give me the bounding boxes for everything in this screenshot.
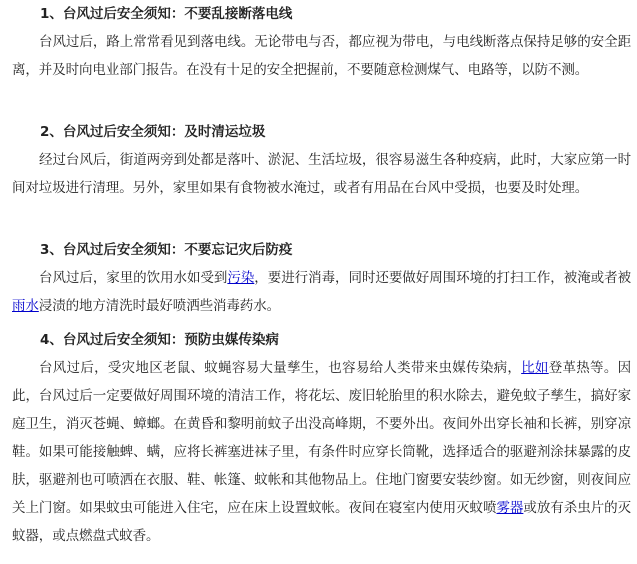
- paragraph-text: 或放有杀虫片的灭蚊器，或点燃盘式蚊香。: [12, 500, 631, 544]
- section-paragraph: 台风过后，路上常常看见到落电线。无论带电与否，都应视为带电，与电线断落点保持足够的安全距离，并及时向电业部门报告。在没有十足的安全把握前，不要随意检测煤气、电路等，以防不测。: [12, 34, 631, 78]
- section-heading: 1、台风过后安全须知：不要乱接断落电线: [40, 6, 293, 22]
- section-paragraph: 经过台风后，街道两旁到处都是落叶、淤泥、生活垃圾，很容易滋生各种疫病，此时，大家应第一时间对垃圾进行清理。另外，家里如果有食物被水淹过，或者有用品在台风中受损，也要及时处理。: [12, 152, 631, 196]
- section-heading: 2、台风过后安全须知：及时清运垃圾: [40, 124, 266, 140]
- section-paragraph: [0, 264, 637, 320]
- section-heading: 4、台风过后安全须知：预防虫媒传染病: [40, 332, 279, 348]
- paragraph-text: ，要进行消毒，同时还要做好周围环境的打扫工作，被淹或者被: [254, 270, 631, 286]
- paragraph-text: 登革热等。因此，台风过后一定要做好周围环境的清洁工作，将花坛、废旧轮胎里的积水除去，避免蚊子孳生，搞好家庭卫生，消灭苍蝇、蟑螂。在黄昏和黎明前蚊子出没高峰期，不要外出。夜间外出穿长袖和长裤，别穿凉鞋。如果可能接触蜱、螨，应将长裤塞进袜子里，有条件时应穿长筒靴，选择适合的驱避剂涂抹暴露的皮肤，驱避剂也可喷洒在衣服、鞋、帐篷、蚊帐和其他物品上。住地门窗要安装纱窗。如无纱窗，则夜间应关上门窗。如果蚊虫可能进入住宅，应在床上设置蚊帐。夜间在寝室内使用灭蚊喷: [12, 360, 631, 516]
- link-for-example[interactable]: 比如: [521, 360, 549, 376]
- section-4: [0, 326, 637, 550]
- paragraph-text: 浸渍的地方清洗时最好喷洒些消毒药水。: [38, 298, 281, 314]
- section-2: [0, 118, 637, 202]
- link-rainwater[interactable]: 雨水: [12, 298, 39, 314]
- paragraph-text: 台风过后，受灾地区老鼠、蚊蝇容易大量孳生，也容易给人类带来虫媒传染病，: [39, 360, 522, 376]
- section-3: [0, 236, 637, 320]
- section-1: [0, 0, 637, 84]
- section-heading: 3、台风过后安全须知：不要忘记灾后防疫: [40, 242, 293, 258]
- section-paragraph: [0, 354, 637, 550]
- paragraph-text: 台风过后，家里的饮用水如受到: [39, 270, 228, 286]
- link-pollution[interactable]: 污染: [227, 270, 255, 286]
- link-sprayer[interactable]: 雾器: [496, 500, 524, 516]
